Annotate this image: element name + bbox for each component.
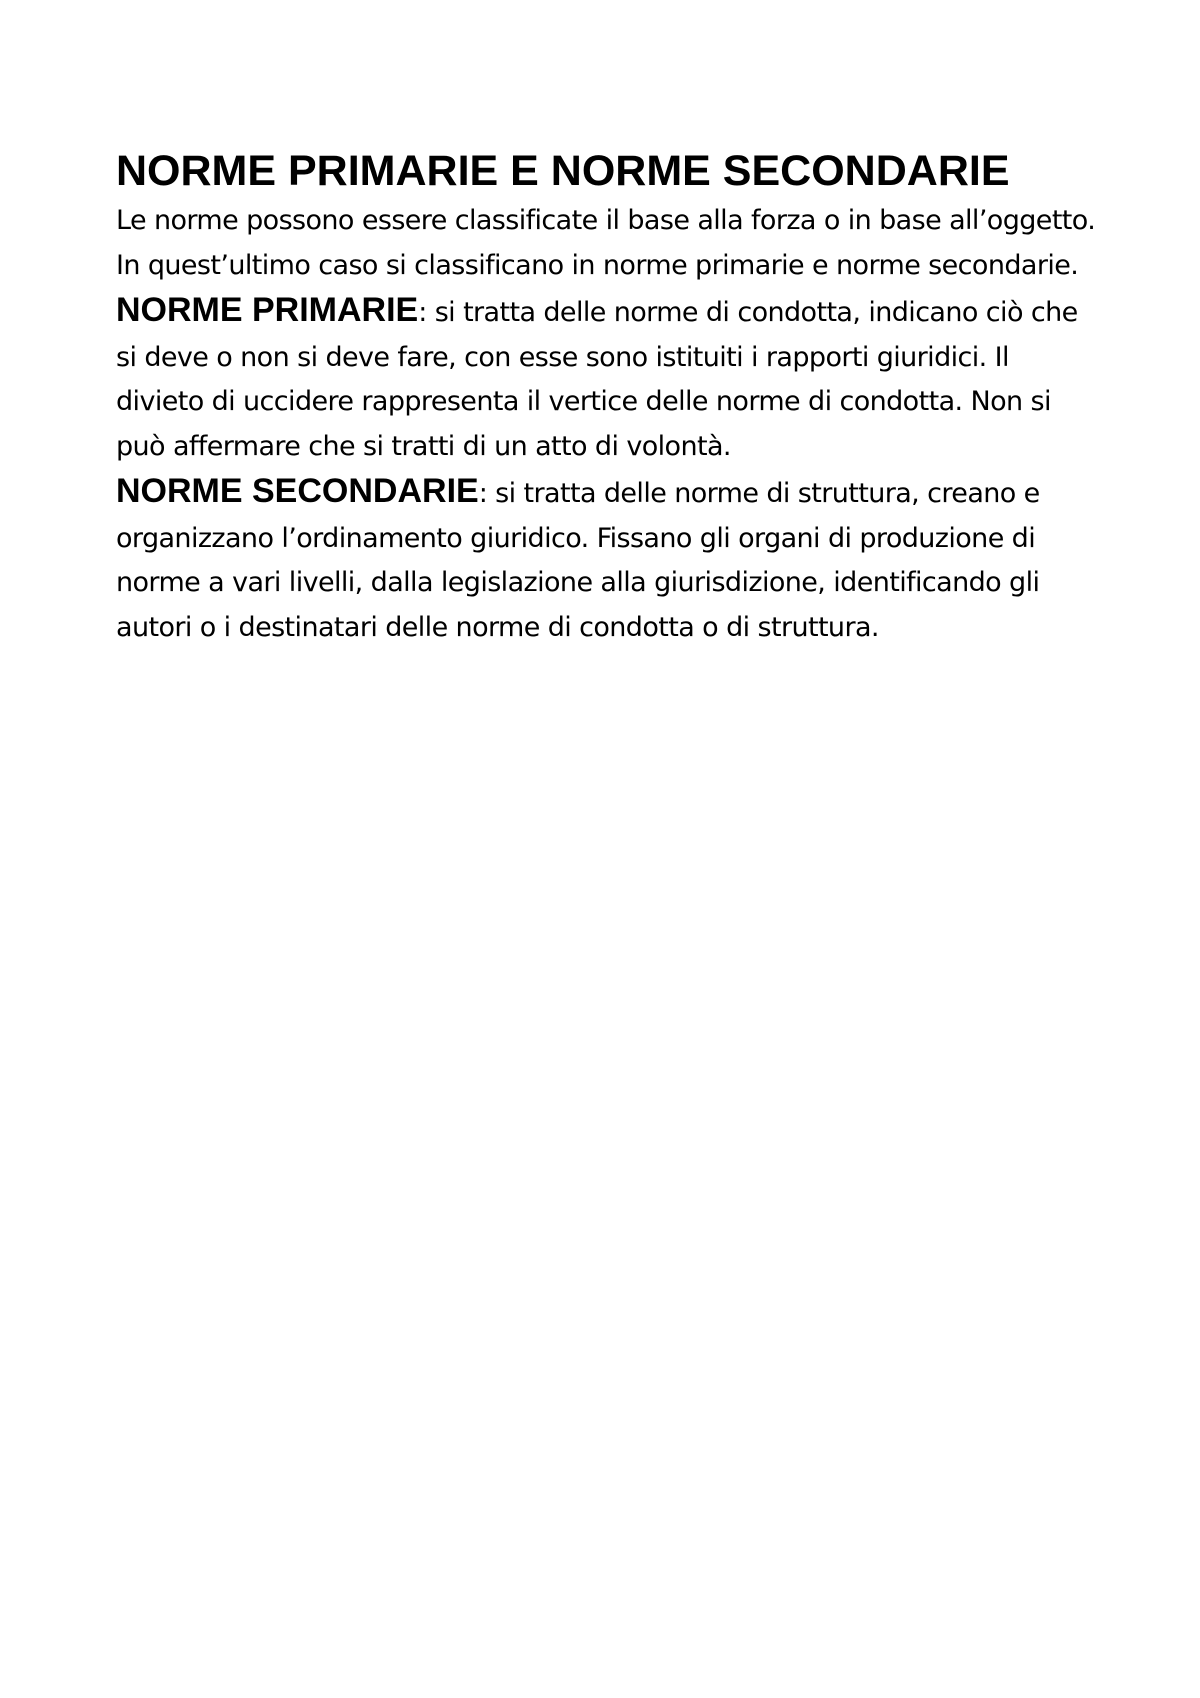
secondary-norms-text: : si tratta delle norme di struttura, creano e organizzano l’ordinamento giuridico. Fissano gli organi di produzione di norme a vari livelli, dalla legislazione alla giurisdizione, identificando gli autori o i destinatari delle norme di condotta o di struttura.: [116, 478, 1040, 643]
document-body: [116, 145, 1096, 650]
intro-paragraph: Le norme possono essere classificate il base alla forza o in base all’oggetto. In quest’ultimo caso si classificano in norme primarie e norme secondarie.: [116, 205, 1096, 281]
secondary-norms-term: NORME SECONDARIE: [116, 472, 479, 510]
primary-norms-paragraph: [116, 288, 1096, 469]
document-title: NORME PRIMARIE E NORME SECONDARIE: [116, 147, 1010, 195]
primary-norms-term: NORME PRIMARIE: [116, 291, 419, 329]
primary-norms-text: : si tratta delle norme di condotta, indicano ciò che si deve o non si deve fare, con esse sono istituiti i rapporti giuridici. Il divieto di uccidere rappresenta il vertice delle norme di condotta. Non si può affermare che si tratti di un atto di volontà.: [116, 297, 1078, 462]
secondary-norms-paragraph: [116, 469, 1096, 650]
